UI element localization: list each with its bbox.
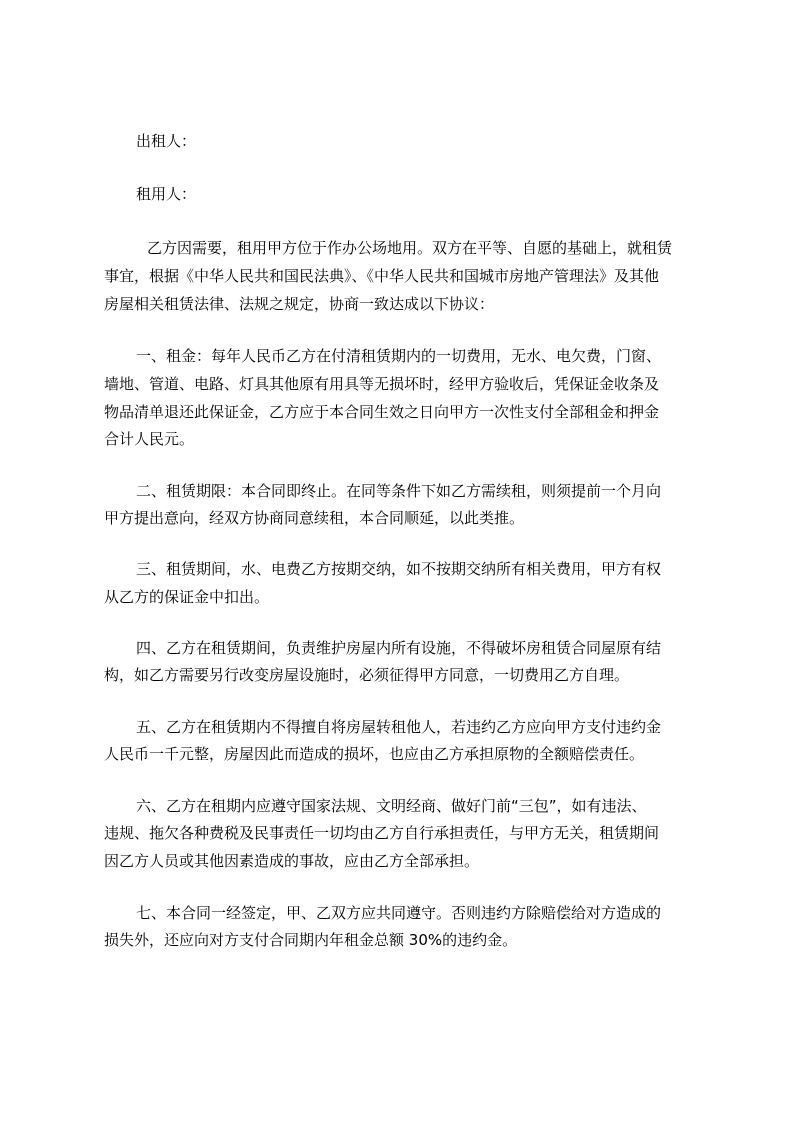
clause-1-line-2: 墙地、管道、电路、灯具其他原有用具等无损坏时，经甲方验收后，凭保证金收条及 [104,375,660,393]
clause-1-line-4: 合计人民元。 [104,430,195,448]
clause-5-line-2: 人民币一千元整，房屋因此而造成的损坏，也应由乙方承担原物的全额赔偿责任。 [104,745,645,763]
clause-7-line-2: 损失外，还应向对方支付合同期内年租金总额 30%的违约金。 [104,931,518,949]
clause-6-line-2: 违规、拖欠各种费税及民事责任一切均由乙方自行承担责任，与甲方无关，租赁期间 [104,824,660,842]
lessee-label: 租用人： [136,185,197,203]
clause-4-line-1: 四、乙方在租赁期间，负责维护房屋内所有设施，不得破坏房租赁合同屋原有结 [136,639,662,657]
lessor-label: 出租人： [136,132,197,150]
clause-4-line-2: 构，如乙方需要另行改变房屋设施时，必须征得甲方同意，一切费用乙方自理。 [104,666,630,684]
clause-1-line-3: 物品清单退还此保证金，乙方应于本合同生效之日向甲方一次性支付全部租金和押金 [104,403,660,421]
clause-7-line-1: 七、本合同一经签定，甲、乙双方应共同遵守。否则违约方除赔偿给对方造成的 [136,904,662,922]
intro-line-3: 房屋相关租赁法律、法规之规定，协商一致达成以下协议： [104,295,495,313]
intro-line-2: 事宜，根据《中华人民共和国民法典》、《中华人民共和国城市房地产管理法》及其他 [104,267,660,285]
clause-1-line-1: 一、租金：每年人民币乙方在付清租赁期内的一切费用，无水、电欠费，门窗、 [136,347,662,365]
intro-line-1: 乙方因需要，租用甲方位于作办公场地用。双方在平等、自愿的基础上，就租赁 [147,239,673,257]
clause-5-line-1: 五、乙方在租赁期内不得擅自将房屋转租他人，若违约乙方应向甲方支付违约金 [136,718,662,736]
clause-2-line-2: 甲方提出意向，经双方协商同意续租，本合同顺延，以此类推。 [104,509,525,527]
clause-6-line-3: 因乙方人员或其他因素造成的事故，应由乙方全部承担。 [104,852,480,870]
clause-2-line-1: 二、租赁期限：本合同即终止。在同等条件下如乙方需续租，则须提前一个月向 [136,482,662,500]
clause-6-line-1: 六、乙方在租期内应遵守国家法规、文明经商、做好门前“三包”，如有违法、 [136,797,647,815]
clause-3-line-2: 从乙方的保证金中扣出。 [104,588,270,606]
clause-3-line-1: 三、租赁期间，水、电费乙方按期交纳，如不按期交纳所有相关费用，甲方有权 [136,560,662,578]
